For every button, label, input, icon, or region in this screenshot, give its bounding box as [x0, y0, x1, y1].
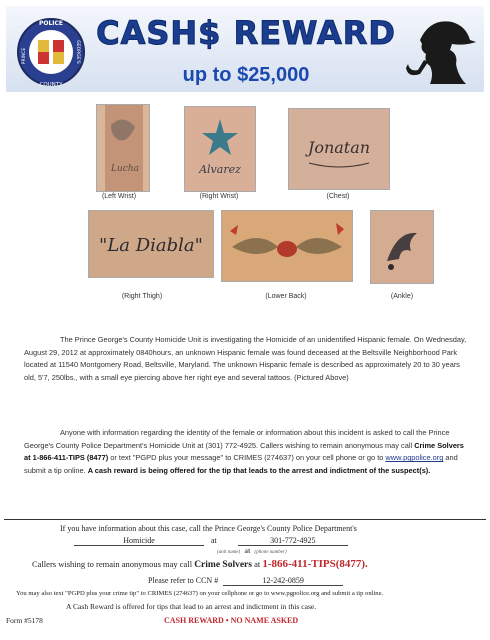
tattoo-photo-right-wrist: [184, 106, 256, 192]
ccn-number: 12-242-0859: [223, 576, 343, 586]
reward-statement: A cash reward is being offered for the tip that leads to the arrest and indictment of the suspect(s).: [87, 465, 431, 475]
tattoo-photo-lower-back: [221, 210, 353, 282]
tattoo-text: "La Diabla": [99, 235, 203, 256]
form-number: Form #5178: [6, 616, 43, 625]
seal-left-text: PRINCE: [22, 47, 27, 65]
tip-text-e: and submit a tip online.: [24, 453, 458, 475]
case-description: [24, 334, 469, 384]
caption-chest: (Chest): [326, 193, 350, 200]
header-banner: [6, 6, 484, 92]
tattoo-photo-chest: [288, 108, 390, 190]
crime-solvers-line: Crime Solvers at 1-866-411-TIPS (8477): [24, 440, 464, 463]
footer-line-6: A Cash Reward is offered for tips that lead to an arrest and indictment in this case.: [66, 602, 317, 611]
at-label: at: [211, 536, 217, 545]
phone-field: 301-772-4925: [238, 536, 348, 546]
website-link[interactable]: www.pgpolice.org: [385, 453, 444, 463]
caption-right-thigh: (Right Thigh): [121, 293, 163, 300]
tip-text-a: Anyone with information regarding the identity of the female or information about this incident is asked to call the Prince George's County Police Department's Homicide Unit at (301) 772-4925. Callers wishing to remain anonymous may call: [24, 428, 450, 450]
tip-instructions: [24, 427, 469, 477]
at-hint-label: at: [244, 547, 251, 555]
anonymous-text: Callers wishing to remain anonymous may call: [32, 559, 195, 569]
caption-left-wrist: (Left Wrist): [101, 193, 137, 200]
footer-line-1: If you have information about this case, call the Prince George's County Police Department's: [60, 524, 357, 533]
case-description-text: The Prince George's County Homicide Unit is investigating the Homicide of an unidentified Hispanic female. On Wednesday, August 29, 2012 at approximately 0840hours, an unknown Hispanic female was found deceased at the Beltsville Neighborhood Park located at 11540 Montgomery Road, Beltsville, Maryland. The unknown Hispanic female is described as approximately 20 to 30 years old, 5'7, 250lbs., with a small eye piercing above her right eye and several tattoos. (Pictured Above): [24, 335, 467, 382]
crime-solvers-label: Crime Solvers: [194, 560, 252, 570]
phone-hint: (phone number): [254, 550, 287, 555]
unit-name-field: Homicide: [74, 536, 204, 546]
tattoo-text: Jonatan: [307, 138, 371, 157]
unit-hint: (unit name): [217, 550, 241, 555]
tip-form-footer: [4, 519, 486, 638]
police-seal: [16, 12, 86, 92]
caption-lower-back: (Lower Back): [265, 293, 307, 300]
detective-silhouette-icon: [400, 10, 482, 92]
seal-top-text: POLICE: [38, 20, 64, 27]
seal-bottom-text: COUNTY: [39, 82, 63, 88]
field-hints: [217, 547, 287, 555]
tattoo-text: Alvarez: [199, 163, 241, 176]
page-title: CASH$ REWARD: [96, 14, 396, 52]
caption-ankle: (Ankle): [390, 293, 414, 300]
ccn-row: [148, 576, 343, 586]
ccn-label: Please refer to CCN #: [148, 576, 219, 585]
footer-line-2: [74, 536, 348, 546]
footer-line-5: You may also text "PGPD plus your crime tip" to CRIMES (274637) on your cellphone or go to www.pgpolice.org and submit a tip online.: [16, 590, 384, 597]
footer-line-3: [32, 558, 368, 570]
seal-right-text: GEORGE'S: [75, 40, 80, 64]
at-word: at: [251, 559, 263, 569]
reward-amount: up to $25,000: [182, 64, 310, 86]
tattoo-photo-right-thigh: [88, 210, 214, 278]
tattoo-photo-left-wrist: [96, 104, 150, 192]
tattoo-text: Lucha: [111, 164, 139, 174]
tip-text-c: or text "PGPD plus your message" to CRIMES (274637) on your cell phone or go to: [108, 453, 386, 463]
caption-right-wrist: (Right Wrist): [199, 193, 239, 200]
reward-tagline: CASH REWARD • NO NAME ASKED: [164, 616, 299, 625]
tips-hotline: 1-866-411-TIPS(8477).: [262, 558, 368, 570]
tattoo-photo-ankle: [370, 210, 434, 284]
